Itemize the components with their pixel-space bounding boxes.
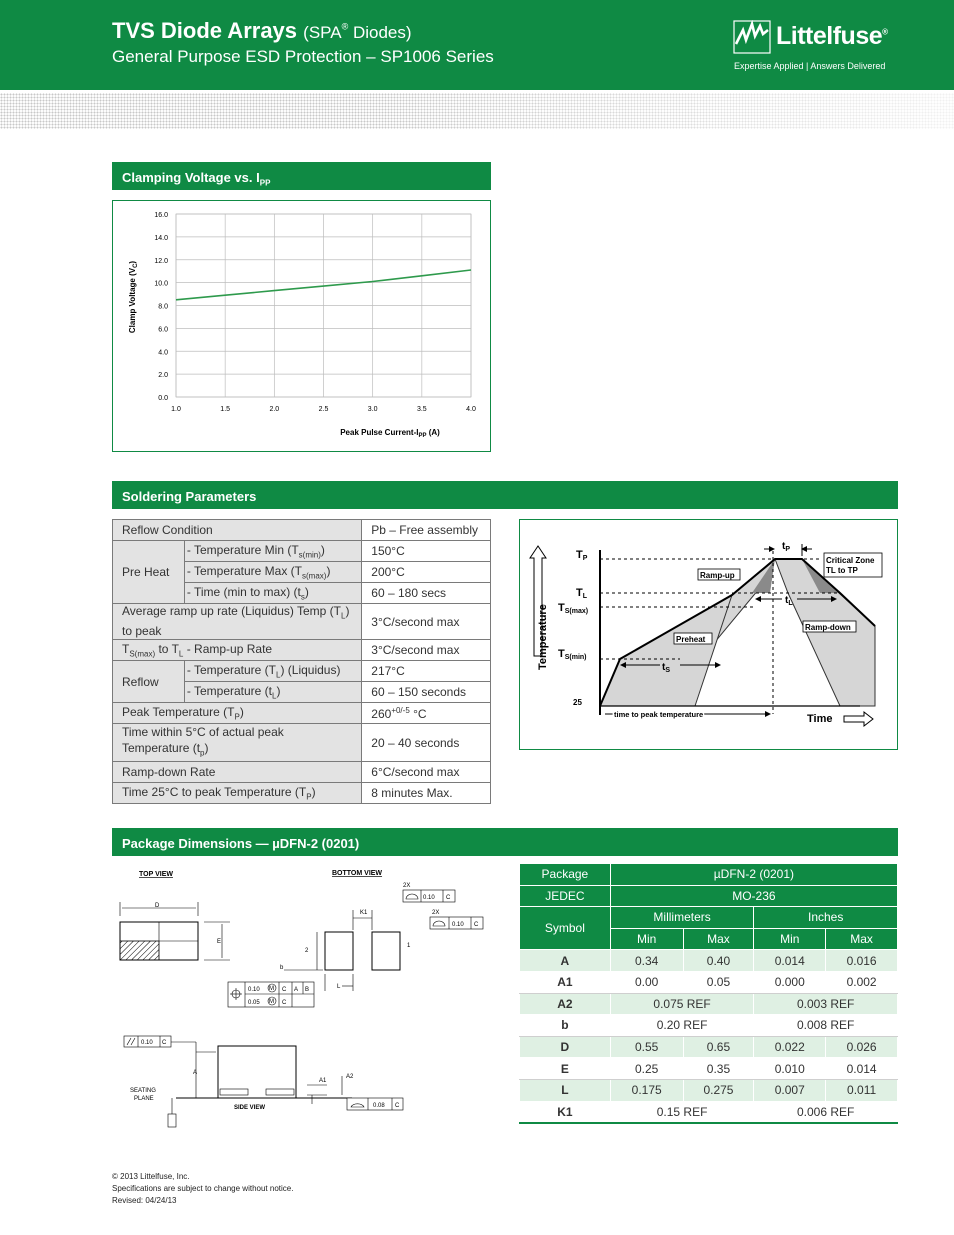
reflow-profile-diagram: [520, 520, 897, 749]
table-cell: 0.008 REF: [754, 1015, 898, 1037]
table-cell: $T_{S(max)}$ to $T_L$ - Ramp-up Rate: [113, 640, 362, 661]
table-cell: b: [520, 1015, 611, 1037]
small-tp-label: $t_P$: [782, 541, 791, 553]
table-cell: 0.40: [683, 950, 754, 972]
table-row: [113, 541, 491, 562]
svg-text:C: C: [474, 922, 479, 928]
y-tick-label: 4.0: [158, 349, 168, 357]
svg-text:2X: 2X: [432, 910, 440, 916]
x-tick-label: 3.5: [416, 406, 427, 413]
table-row: [520, 885, 898, 907]
parallelism-frame: [124, 1036, 171, 1047]
table-cell: 0.25: [610, 1058, 683, 1080]
y-tick-label: 0.0: [158, 395, 168, 402]
table-cell: - Time (min to max) $(t_s)$: [184, 583, 361, 604]
pad-2-number: 2: [305, 948, 309, 954]
table-cell: 3°C/second max: [362, 640, 491, 661]
table-cell: A: [520, 950, 611, 972]
tl-label: TL: [576, 587, 588, 600]
side-pad-left: [220, 1089, 248, 1095]
ramp-down-label: Ramp-down: [805, 623, 851, 632]
x-tick-label: 1.5: [220, 406, 231, 413]
y-tick-label: 2.0: [158, 372, 168, 380]
table-cell: 150°C: [362, 541, 491, 562]
temperature-label: Temperature: [537, 604, 549, 670]
y-tick-label: 8.0: [158, 303, 168, 311]
table-cell: 3°C/second max: [362, 604, 491, 640]
time-label: Time: [807, 713, 833, 725]
table-cell: 0.20 REF: [610, 1015, 754, 1037]
table-cell: - Temperature Max $(T_{s(max)})$: [184, 562, 361, 583]
table-row: [520, 1015, 898, 1037]
page-header: [0, 0, 954, 90]
pad-1-number: 1: [407, 943, 411, 949]
top-view-label: TOP VIEW: [139, 871, 173, 878]
svg-text:C: C: [162, 1040, 167, 1046]
t25-label: 25: [573, 698, 582, 707]
table-cell: 217°C: [362, 661, 491, 682]
brand-tagline: Expertise Applied | Answers Delivered: [734, 61, 886, 71]
table-cell: 8 minutes Max.: [362, 783, 491, 804]
dim-a2-label: A2: [346, 1074, 354, 1080]
dim-d-label: D: [155, 903, 160, 909]
table-cell: 20 – 40 seconds: [362, 724, 491, 762]
bottom-view-label: BOTTOM VIEW: [332, 870, 383, 877]
table-cell: 0.00: [610, 971, 683, 993]
table-cell: 200°C: [362, 562, 491, 583]
table-cell: Time within 5°C of actual peak Temperature $(t_p)$: [113, 724, 362, 762]
dim-k1-label: K1: [360, 910, 368, 916]
table-cell: - Temperature $(t_L)$: [184, 682, 361, 703]
table-cell: Pre Heat: [113, 541, 185, 604]
table-cell: 0.34: [610, 950, 683, 972]
page-title: TVS Diode Arrays (SPA® Diodes): [112, 18, 412, 43]
preheat-label: Preheat: [676, 635, 706, 644]
table-cell: 6°C/second max: [362, 762, 491, 783]
table-cell: A1: [520, 971, 611, 993]
table-row: [520, 950, 898, 972]
table-cell: 0.011: [826, 1079, 898, 1101]
x-tick-label: 2.5: [318, 406, 329, 413]
dim-e-label: E: [217, 939, 222, 945]
time-to-peak-label: time to peak temperature: [614, 710, 704, 719]
side-pad-right: [266, 1089, 294, 1095]
x-tick-label: 3.0: [367, 406, 378, 413]
flatness-frame-2: [430, 910, 483, 929]
y-axis-label: Clamp Voltage $(V_C)$: [128, 260, 139, 334]
table-row: [113, 640, 491, 661]
table-row: [113, 604, 491, 640]
svg-text:0.10: 0.10: [141, 1040, 153, 1046]
svg-text:M: M: [269, 999, 274, 1005]
table-row: [113, 661, 491, 682]
side-view-label: SIDE VIEW: [234, 1105, 266, 1111]
svg-text:0.10: 0.10: [452, 922, 464, 928]
table-cell: Reflow Condition: [113, 520, 362, 541]
table-row: [520, 971, 898, 993]
table-cell: Package: [520, 864, 611, 886]
critical-zone-sublabel: TL to TP: [826, 566, 858, 575]
table-cell: 60 – 180 secs: [362, 583, 491, 604]
table-cell: 0.000: [754, 971, 826, 993]
svg-text:B: B: [305, 987, 310, 993]
table-row: [520, 1036, 898, 1058]
y-tick-label: 12.0: [154, 257, 168, 265]
table-cell: $260^{+0/-5}$ °C: [362, 703, 491, 724]
svg-text:C: C: [282, 987, 287, 993]
critical-zone-label: Critical Zone: [826, 556, 875, 565]
svg-text:2X: 2X: [403, 883, 411, 889]
pin1-marker: [120, 941, 159, 960]
table-cell: Max: [683, 928, 754, 950]
table-cell: - Temperature Min $(T_{s(min)})$: [184, 541, 361, 562]
svg-text:0.10: 0.10: [423, 895, 435, 901]
table-row: [520, 1079, 898, 1101]
table-row: [113, 520, 491, 541]
table-cell: Peak Temperature $(T_P)$: [113, 703, 362, 724]
flatness-frame-3: [347, 1098, 403, 1110]
copyright-text: © 2013 Littelfuse, Inc.: [112, 1172, 190, 1181]
small-tl-label: $t_L$: [785, 595, 793, 607]
table-cell: Reflow: [113, 661, 185, 703]
table-cell: Max: [826, 928, 898, 950]
x-tick-label: 2.0: [269, 406, 280, 413]
clamping-heading: Clamping Voltage vs. $I_{PP}$: [112, 162, 491, 190]
soldering-heading: Soldering Parameters: [112, 481, 898, 509]
table-cell: Millimeters: [610, 907, 754, 929]
table-cell: Symbol: [520, 907, 611, 950]
x-axis-label: Peak Pulse Current-$I_{PP}$ (A): [340, 428, 440, 439]
y-tick-label: 10.0: [154, 280, 168, 288]
table-cell: - Temperature $(T_L)$ (Liquidus): [184, 661, 361, 682]
clamping-chart: [113, 201, 490, 451]
svg-text:A: A: [294, 987, 299, 993]
package-dimensions-table: [519, 863, 898, 1124]
table-row: [520, 907, 898, 929]
table-cell: 0.014: [826, 1058, 898, 1080]
table-cell: K1: [520, 1101, 611, 1123]
pad-2: [325, 932, 353, 970]
table-cell: Time 25°C to peak Temperature $(T_P)$: [113, 783, 362, 804]
position-frame: [228, 982, 314, 1007]
table-cell: Ramp-down Rate: [113, 762, 362, 783]
package-drawing: [112, 866, 492, 1136]
table-cell: 0.022: [754, 1036, 826, 1058]
table-cell: L: [520, 1079, 611, 1101]
table-cell: 0.15 REF: [610, 1101, 754, 1123]
svg-text:0.08: 0.08: [373, 1103, 385, 1109]
table-cell: 0.014: [754, 950, 826, 972]
x-tick-label: 4.0: [466, 406, 476, 413]
table-cell: JEDEC: [520, 885, 611, 907]
soldering-table: [112, 519, 491, 804]
preheat-area: [600, 595, 732, 706]
table-cell: A2: [520, 993, 611, 1015]
y-tick-label: 14.0: [154, 234, 168, 242]
y-tick-label: 6.0: [158, 326, 168, 334]
table-cell: 0.006 REF: [754, 1101, 898, 1123]
tp-label: TP: [576, 549, 588, 562]
pad-1: [372, 932, 400, 970]
table-row: [113, 783, 491, 804]
svg-text:M: M: [269, 986, 274, 992]
table-cell: Pb – Free assembly: [362, 520, 491, 541]
chart-grid: [176, 214, 471, 397]
table-cell: µDFN-2 (0201): [610, 864, 897, 886]
seating-plane-label-1: SEATING: [130, 1088, 156, 1094]
table-row: [113, 724, 491, 762]
tsmax-label: TS(max): [558, 602, 589, 615]
package-heading: Package Dimensions — µDFN-2 (0201): [112, 828, 898, 856]
table-cell: 0.003 REF: [754, 993, 898, 1015]
clamping-chart-box: [112, 200, 491, 452]
svg-text:C: C: [282, 1000, 287, 1006]
dim-b-label: b: [280, 965, 284, 971]
table-cell: Min: [610, 928, 683, 950]
x-tick-label: 1.0: [171, 406, 181, 413]
page-subtitle: General Purpose ESD Protection – SP1006 Series: [112, 47, 494, 66]
seating-plane-label-2: PLANE: [134, 1096, 154, 1102]
brand-name: Littelfuse®: [776, 22, 888, 50]
table-row: [113, 762, 491, 783]
y-tick-label: 16.0: [154, 212, 168, 219]
table-cell: 60 – 150 seconds: [362, 682, 491, 703]
table-row: [520, 1058, 898, 1080]
table-cell: 0.175: [610, 1079, 683, 1101]
table-cell: Min: [754, 928, 826, 950]
svg-text:C: C: [395, 1103, 400, 1109]
table-cell: Average ramp up rate (Liquidus) Temp $(T_L)$ to peak: [113, 604, 362, 640]
dim-l-label: L: [337, 984, 341, 990]
table-cell: 0.075 REF: [610, 993, 754, 1015]
table-cell: MO-236: [610, 885, 897, 907]
tsmin-label: TS(min): [558, 648, 587, 661]
svg-text:0.05: 0.05: [248, 1000, 260, 1006]
table-cell: D: [520, 1036, 611, 1058]
table-cell: 0.010: [754, 1058, 826, 1080]
table-cell: 0.55: [610, 1036, 683, 1058]
page-footer: [112, 1171, 293, 1207]
table-cell: 0.002: [826, 971, 898, 993]
svg-text:0.10: 0.10: [248, 987, 260, 993]
table-cell: 0.016: [826, 950, 898, 972]
table-cell: 0.65: [683, 1036, 754, 1058]
revised-text: Revised: 04/24/13: [112, 1196, 177, 1205]
table-cell: 0.275: [683, 1079, 754, 1101]
dim-a-label: A: [193, 1070, 198, 1076]
time-arrow-icon: [844, 712, 873, 726]
dot-pattern-band: [0, 93, 954, 129]
table-row: [113, 703, 491, 724]
table-cell: 0.026: [826, 1036, 898, 1058]
flatness-frame-1: [403, 883, 455, 902]
table-cell: Inches: [754, 907, 898, 929]
littelfuse-logo-icon: [733, 20, 771, 54]
reflow-profile-box: [519, 519, 898, 750]
ramp-up-label: Ramp-up: [700, 571, 735, 580]
table-cell: 0.007: [754, 1079, 826, 1101]
notice-text: Specifications are subject to change without notice.: [112, 1184, 294, 1193]
table-row: [520, 993, 898, 1015]
svg-text:C: C: [446, 895, 451, 901]
dim-a1-label: A1: [319, 1078, 327, 1084]
table-cell: 0.05: [683, 971, 754, 993]
table-cell: 0.35: [683, 1058, 754, 1080]
table-row: [520, 1101, 898, 1123]
table-row: [520, 864, 898, 886]
table-cell: E: [520, 1058, 611, 1080]
small-ts-label: $t_S$: [662, 662, 671, 674]
